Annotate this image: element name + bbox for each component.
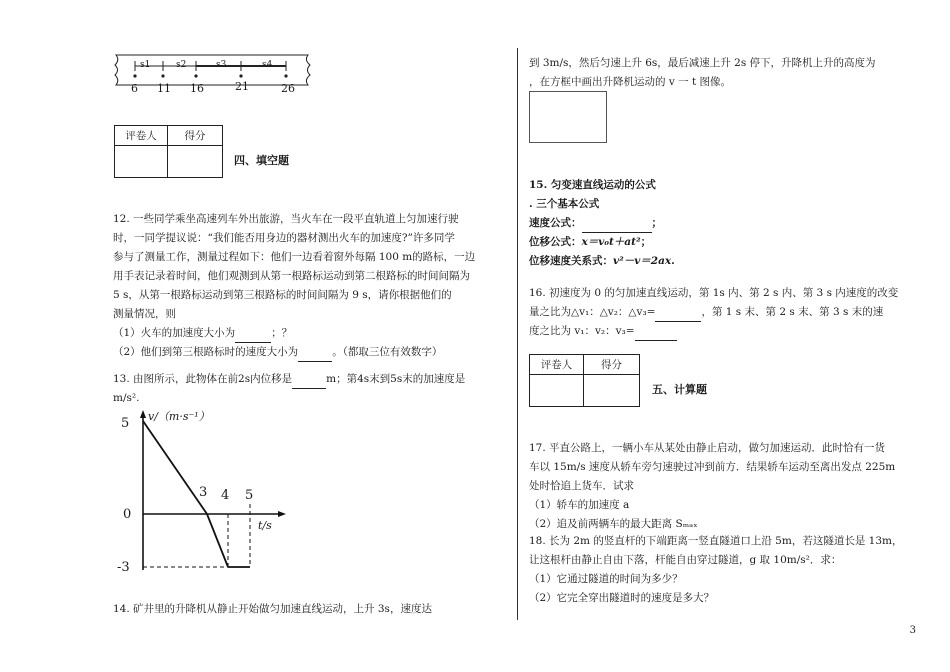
question-17 (529, 439, 895, 534)
q12-answer-2[interactable] (298, 349, 332, 362)
x-tick-5: 5 (245, 488, 254, 503)
question-18 (529, 532, 902, 608)
q18-line: （2）它完全穿出隧道时的速度是多大？ (529, 592, 715, 604)
tape-label-s2: s2 (176, 60, 187, 70)
q13-answer-1[interactable] (292, 376, 326, 389)
score-cell[interactable] (584, 375, 640, 407)
y-tick-0: 0 (123, 507, 132, 522)
q15-title: 15. 匀变速直线运动的公式 (529, 179, 656, 191)
reviewer-cell[interactable] (530, 375, 584, 407)
q17-line: （1）轿车的加速度 a (529, 499, 630, 511)
x-tick-3: 3 (199, 485, 208, 500)
tape-label-s1: s1 (140, 60, 151, 70)
question-12 (113, 210, 475, 362)
q17-line: 17. 平直公路上，一辆小车从某处由静止启动，做匀加速运动．此时恰有一货 (529, 442, 886, 454)
tape-label-s4: s4 (262, 60, 273, 70)
section-4-title: 四、填空题 (234, 154, 289, 167)
v-axis-label: v/（m·s⁻¹） (148, 410, 210, 423)
q16-line-2: 量之比为△v₁：△v₂：△v₃= ，第 1 s 末、第 2 s 末、第 3 s 末的速 (529, 303, 898, 322)
tape-tick-21: 21 (235, 80, 249, 93)
q12-line: 12. 一些同学乘坐高速列车外出旅游，当火车在一段平直轨道上匀加速行驶 (113, 213, 459, 225)
q12-line: 参与了测量工作，测量过程如下：他们一边看着窗外每隔 100 m的路标，一边 (113, 251, 476, 263)
y-tick-neg3: -3 (117, 560, 130, 575)
tape-tick-6: 6 (131, 82, 138, 95)
reviewer-header: 评卷人 (115, 126, 168, 146)
q15-subtitle: . 三个基本公式 (529, 198, 600, 210)
tape-tick-16: 16 (190, 82, 204, 95)
y-tick-5: 5 (121, 416, 130, 431)
question-14-continued (529, 54, 876, 92)
score-cell[interactable] (168, 146, 223, 178)
q13-line-2: m/s². (113, 392, 140, 404)
x-tick-4: 4 (221, 488, 230, 503)
q16-line-1: 16. 初速度为 0 的匀加速直线运动，第 1s 内、第 2 s 内、第 3 s 内速度的改变 (529, 287, 899, 299)
q17-line: （2）追及前两辆车的最大距离 Sₘₐₓ (529, 518, 698, 530)
t-axis-arrow (278, 511, 286, 517)
v-axis-arrow (140, 410, 146, 418)
question-14-start: 14. 矿井里的升降机从静止开始做匀加速直线运动，上升 3s，速度达 (113, 603, 432, 615)
q13-line-1: 13. 由图所示，此物体在前2s内位移是 m；第4s末到5s末的加速度是 (113, 370, 465, 389)
velocity-line (207, 514, 228, 567)
q12-line: 用手表记录着时间，他们观测到从第一根路标运动到第二根路标的时间间隔为 (113, 270, 470, 282)
q12-line: 时，一同学提议说：“我们能否用身边的器材测出火车的加速度?”许多同学 (113, 232, 455, 244)
reviewer-cell[interactable] (115, 146, 168, 178)
page-number: 3 (909, 625, 916, 636)
column-divider (517, 48, 518, 620)
q16-line-3: 度之比为 v₁：v₂：v₃= (529, 322, 898, 341)
q17-line: 车以 15m/s 速度从轿车旁匀速驶过冲到前方．结果轿车运动至离出发点 225m (529, 461, 896, 473)
q15-relation-formula: 位移速度关系式：v²－v＝2ax. (529, 255, 675, 267)
q12-answer-1[interactable] (235, 330, 271, 343)
score-header: 得分 (168, 126, 223, 146)
q12-line: 测量情况，则 (113, 308, 176, 320)
q18-line: （1）它通过隧道的时间为多少？ (529, 573, 683, 585)
q12-sub2: （2）他们到第三根路标时的速度大小为 。（都取三位有效数字） (113, 343, 475, 362)
q18-line: 18. 长为 2m 的竖直杆的下端距离一竖直隧道口上沿 5m，若这隧道长是 13m， (529, 535, 903, 547)
q18-line: 让这根杆由静止自由下落，杆能自由穿过隧道，g 取 10m/s²．求： (529, 554, 842, 566)
q15-speed-formula: 速度公式： ； (529, 214, 675, 233)
section-5-title: 五、计算题 (652, 383, 707, 396)
question-13 (113, 370, 465, 408)
q14-answer-box[interactable] (529, 91, 607, 143)
q14-line: ，在方框中画出升降机运动的 v 一 t 图像。 (529, 76, 732, 88)
q15-displacement-formula: 位移公式：x＝v₀t＋at²； (529, 236, 652, 248)
q14-line: 到 3m/s，然后匀速上升 6s，最后减速上升 2s 停下，升降机上升的高度为 (529, 57, 876, 69)
tape-label-s3: s3 (216, 60, 227, 70)
q15-speed-answer[interactable] (582, 220, 652, 233)
q12-sub1: （1）火车的加速度大小为 ；？ (113, 324, 475, 343)
score-header: 得分 (584, 355, 640, 375)
velocity-time-graph (110, 408, 310, 580)
score-table-right (529, 354, 640, 407)
q16-answer-1[interactable] (655, 309, 701, 322)
tape-tick-26: 26 (281, 82, 295, 95)
t-axis-label: t/s (258, 519, 272, 532)
q16-answer-2[interactable] (635, 328, 677, 341)
reviewer-header: 评卷人 (530, 355, 584, 375)
score-table-left (114, 125, 223, 178)
q12-line: 5 s，从第一根路标运动到第三根路标的时间间隔为 9 s，请你根据他们的 (113, 289, 452, 301)
question-15 (529, 176, 675, 271)
q17-line: 处时恰追上货车．试求 (529, 480, 634, 492)
velocity-line (143, 421, 207, 514)
tape-tick-11: 11 (157, 82, 171, 95)
question-16 (529, 284, 898, 341)
